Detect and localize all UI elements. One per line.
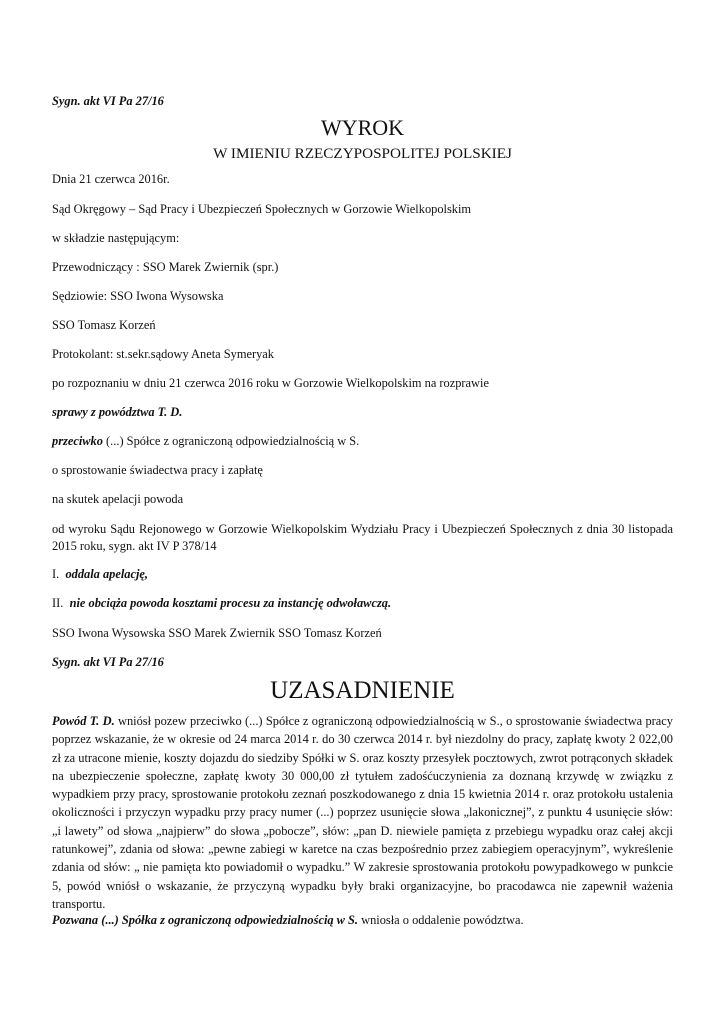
appeal-line: na skutek apelacji powoda bbox=[52, 492, 184, 506]
appealed-judgment: od wyroku Sądu Rejonowego w Gorzowie Wielkopolskim Wydziału Pracy i Ubezpieczeń Społecznych z dnia 30 listopada 2015 roku, sygn. akt IV P 378/14 bbox=[52, 522, 673, 553]
justification-paragraph-2 bbox=[52, 912, 673, 929]
court-name: Sąd Okręgowy – Sąd Pracy i Ubezpieczeń Społecznych w Gorzowie Wielkopolskim bbox=[52, 202, 472, 216]
case-reference-bottom: Sygn. akt VI Pa 27/16 bbox=[52, 655, 164, 669]
case-of-line: sprawy z powództwa T. D. bbox=[52, 405, 183, 419]
against-label: przeciwko bbox=[52, 434, 103, 448]
date-line: Dnia 21 czerwca 2016r. bbox=[52, 172, 170, 186]
plaintiff-lead: Powód T. D. bbox=[52, 714, 115, 728]
subject-line: o sprostowanie świadectwa pracy i zapłatę bbox=[52, 463, 263, 477]
presiding-judge: Przewodniczący : SSO Marek Zwiernik (spr.) bbox=[52, 260, 279, 274]
composition-intro: w składzie następującym: bbox=[52, 231, 180, 245]
ruling-2-text: nie obciąża powoda kosztami procesu za instancję odwoławczą. bbox=[69, 596, 392, 610]
court-clerk: Protokolant: st.sekr.sądowy Aneta Symeryak bbox=[52, 347, 274, 361]
ruling-1-number: I. bbox=[52, 567, 60, 581]
ruling-1-text: oddala apelację, bbox=[65, 567, 149, 581]
ruling-item-1 bbox=[52, 566, 673, 583]
against-defendant: (...) Spółce z ograniczoną odpowiedzialnością w S. bbox=[102, 434, 360, 448]
ruling-item-2 bbox=[52, 595, 673, 612]
paragraph-2-text: wniosła o oddalenie powództwa. bbox=[358, 913, 524, 927]
judges-signatures: SSO Iwona Wysowska SSO Marek Zwiernik SSO Tomasz Korzeń bbox=[52, 626, 382, 640]
judges-line: Sędziowie: SSO Iwona Wysowska bbox=[52, 289, 224, 303]
case-reference-top: Sygn. akt VI Pa 27/16 bbox=[52, 94, 164, 108]
justification-title: UZASADNIENIE bbox=[270, 677, 455, 704]
hearing-line: po rozpoznaniu w dniu 21 czerwca 2016 roku w Gorzowie Wielkopolskim na rozprawie bbox=[52, 376, 489, 390]
paragraph-1-text: wniósł pozew przeciwko (...) Spółce z ograniczoną odpowiedzialnością w S., o sprostowanie świadectwa pracy poprzez wskazanie, że w okresie od 24 marca 2014 r. do 30 czerwca 2014 r. był niezdolny do pracy, zapłatę kwoty 2 022,00 zł za utracone mienie, koszty dojazdu do siedziby Spółki w S. oraz koszty przesyłek pocztowych, zwrot potrąconych składek na ubezpieczenie społeczne, zapłatę kwoty 30 000,00 zł tytułem zadośćuczynienia za doznaną krzywdę w związku z wypadkiem przy pracy, sprostowanie protokołu zeznań poszkodowanego z dnia 15 kwietnia 2014 r. oraz protokołu ustalenia okoliczności i przyczyn wypadku przy pracy numer (...) poprzez usunięcie słowa „lakonicznej”, z punktu 4 usunięcie słów: „i lawety” od słowa „najpierw” do słowa „pobocze”, słów: „pan D. niewiele pamięta z przebiegu wypadku oraz całej akcji ratunkowej”, zdania od słowa: „pewne zabiegi w karetce na czas bezpośrednio przez zabiegiem operacyjnym”, wykreślenie zdania od słów: „ nie pamięta kto powiadomił o wypadku.” W zakresie sprostowania protokołu powypadkowego w punkcie 5, powód wniósł o wskazanie, że przyczyną wypadku były braki organizacyjne, bo pracodawca nie zapewnił ważenia transportu. bbox=[52, 714, 673, 911]
justification-paragraph-1 bbox=[52, 712, 673, 913]
second-judge: SSO Tomasz Korzeń bbox=[52, 318, 156, 332]
document-title: WYROK bbox=[320, 115, 405, 140]
document-subtitle: W IMIENIU RZECZYPOSPOLITEJ POLSKIEJ bbox=[213, 145, 512, 162]
defendant-lead: Pozwana (...) Spółka z ograniczoną odpowiedzialnością w S. bbox=[52, 913, 359, 927]
against-line bbox=[52, 433, 673, 450]
ruling-2-number: II. bbox=[52, 596, 64, 610]
